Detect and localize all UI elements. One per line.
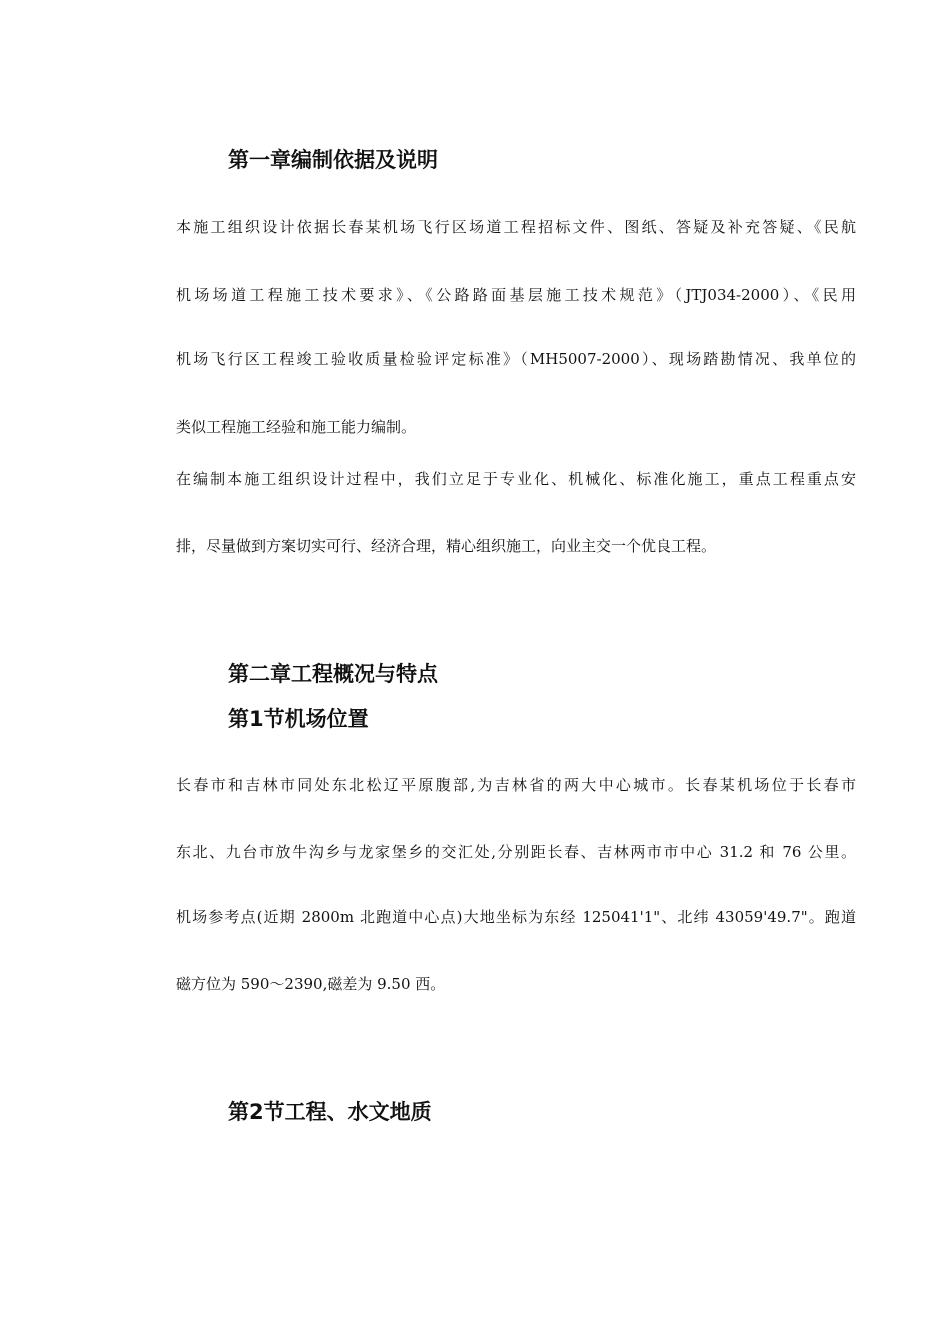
chapter-1-para-2-line-2: 排，尽量做到方案切实可行、经济合理，精心组织施工，向业主交一个优良工程。 (176, 537, 717, 555)
section-1-line-3: 机场参考点(近期 2800m 北跑道中心点)大地坐标为东经 125041'1"、北纬 43059'49.7"。跑道 (176, 908, 856, 926)
chapter-1-para-2-line-1: 在编制本施工组织设计过程中，我们立足于专业化、机械化、标准化施工，重点工程重点安 (176, 470, 856, 488)
chapter-1-para-1-line-3: 机场飞行区工程竣工验收质量检验评定标准》（MH5007-2000）、现场踏勘情况、我单位的 (176, 350, 856, 368)
chapter-1-para-1-line-1: 本施工组织设计依据长春某机场飞行区场道工程招标文件、图纸、答疑及补充答疑、《民航 (176, 218, 856, 236)
section-2-title: 第2节工程、水文地质 (228, 1100, 432, 1124)
section-1-line-4: 磁方位为 590～2390,磁差为 9.50 西。 (176, 975, 446, 993)
chapter-1-para-1-line-4: 类似工程施工经验和施工能力编制。 (176, 418, 417, 436)
chapter-1-title: 第一章编制依据及说明 (228, 148, 438, 172)
section-1-line-2: 东北、九台市放牛沟乡与龙家堡乡的交汇处,分别距长春、吉林两市市中心 31.2 和 76 公里。 (176, 843, 856, 861)
chapter-1-para-1-line-2: 机场场道工程施工技术要求》、《公路路面基层施工技术规范》（JTJ034-2000）、《民用 (176, 286, 856, 304)
section-1-line-1: 长春市和吉林市同处东北松辽平原腹部,为吉林省的两大中心城市。长春某机场位于长春市 (176, 776, 856, 794)
section-1-title: 第1节机场位置 (228, 707, 369, 731)
chapter-2-title: 第二章工程概况与特点 (228, 662, 438, 686)
